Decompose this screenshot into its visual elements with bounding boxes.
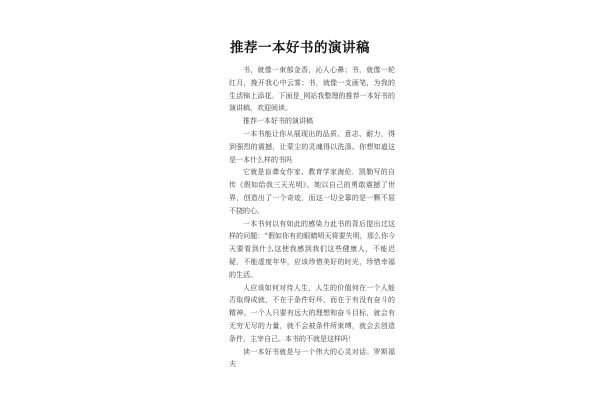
paragraph-1: 一本书能让你从展现出的品质、意志、耐力，得到强烈的震撼，让蒙尘的灵魂得以洗涤。你想知道这是一本什么样的书吗 (229, 129, 395, 164)
paragraph-subheading: 推荐一本好书的演讲稿 (243, 117, 313, 126)
paragraph-2: 它就是盲聋女作家、教育学家海伦．凯勒写的自传《假如给我三天光明》。她以自己的勇敢震撼了世界，创造出了一个奇迹，而这一切全靠的是一颗不屈不挠的心。 (229, 168, 395, 215)
paragraph-4: 人应该如何对待人生，人生的价值何在一个人能否取得成就，不在于条件好坏，而在于有没有奋斗的精神。一个人只要有远大的理想和奋斗目标，就会有无穷无尽的力量，就不会被条件所束缚，就会去创造条件，主宰自己。本书的不就是这样吗！ (229, 283, 395, 343)
document-title: 推荐一本好书的演讲稿 (230, 40, 370, 56)
document-body (229, 64, 395, 371)
paragraph-3: 一本书何以有如此的感染力此书的背后提出过这样的问题：“假如你有的眼睛明天将要失明，那么你今天要看到什么这使我感到我们这些健康人，不能迟疑，不能虚度年华，应该珍惜美好的时光，珍惜幸福的生活。 (229, 219, 395, 279)
paragraph-intro: 书，就像一束郁金香，沁人心鼻；书，就像一轮红月，挽开我心中云雾；书，就像一支画笔，为我的生活锦上添花。下面是_网站我整理的推荐一本好书的演讲稿，欢迎阅读。 (229, 66, 395, 113)
paragraph-5: 读一本好书就是与一个伟大的心灵对话。罗斯福夫 (229, 347, 395, 369)
